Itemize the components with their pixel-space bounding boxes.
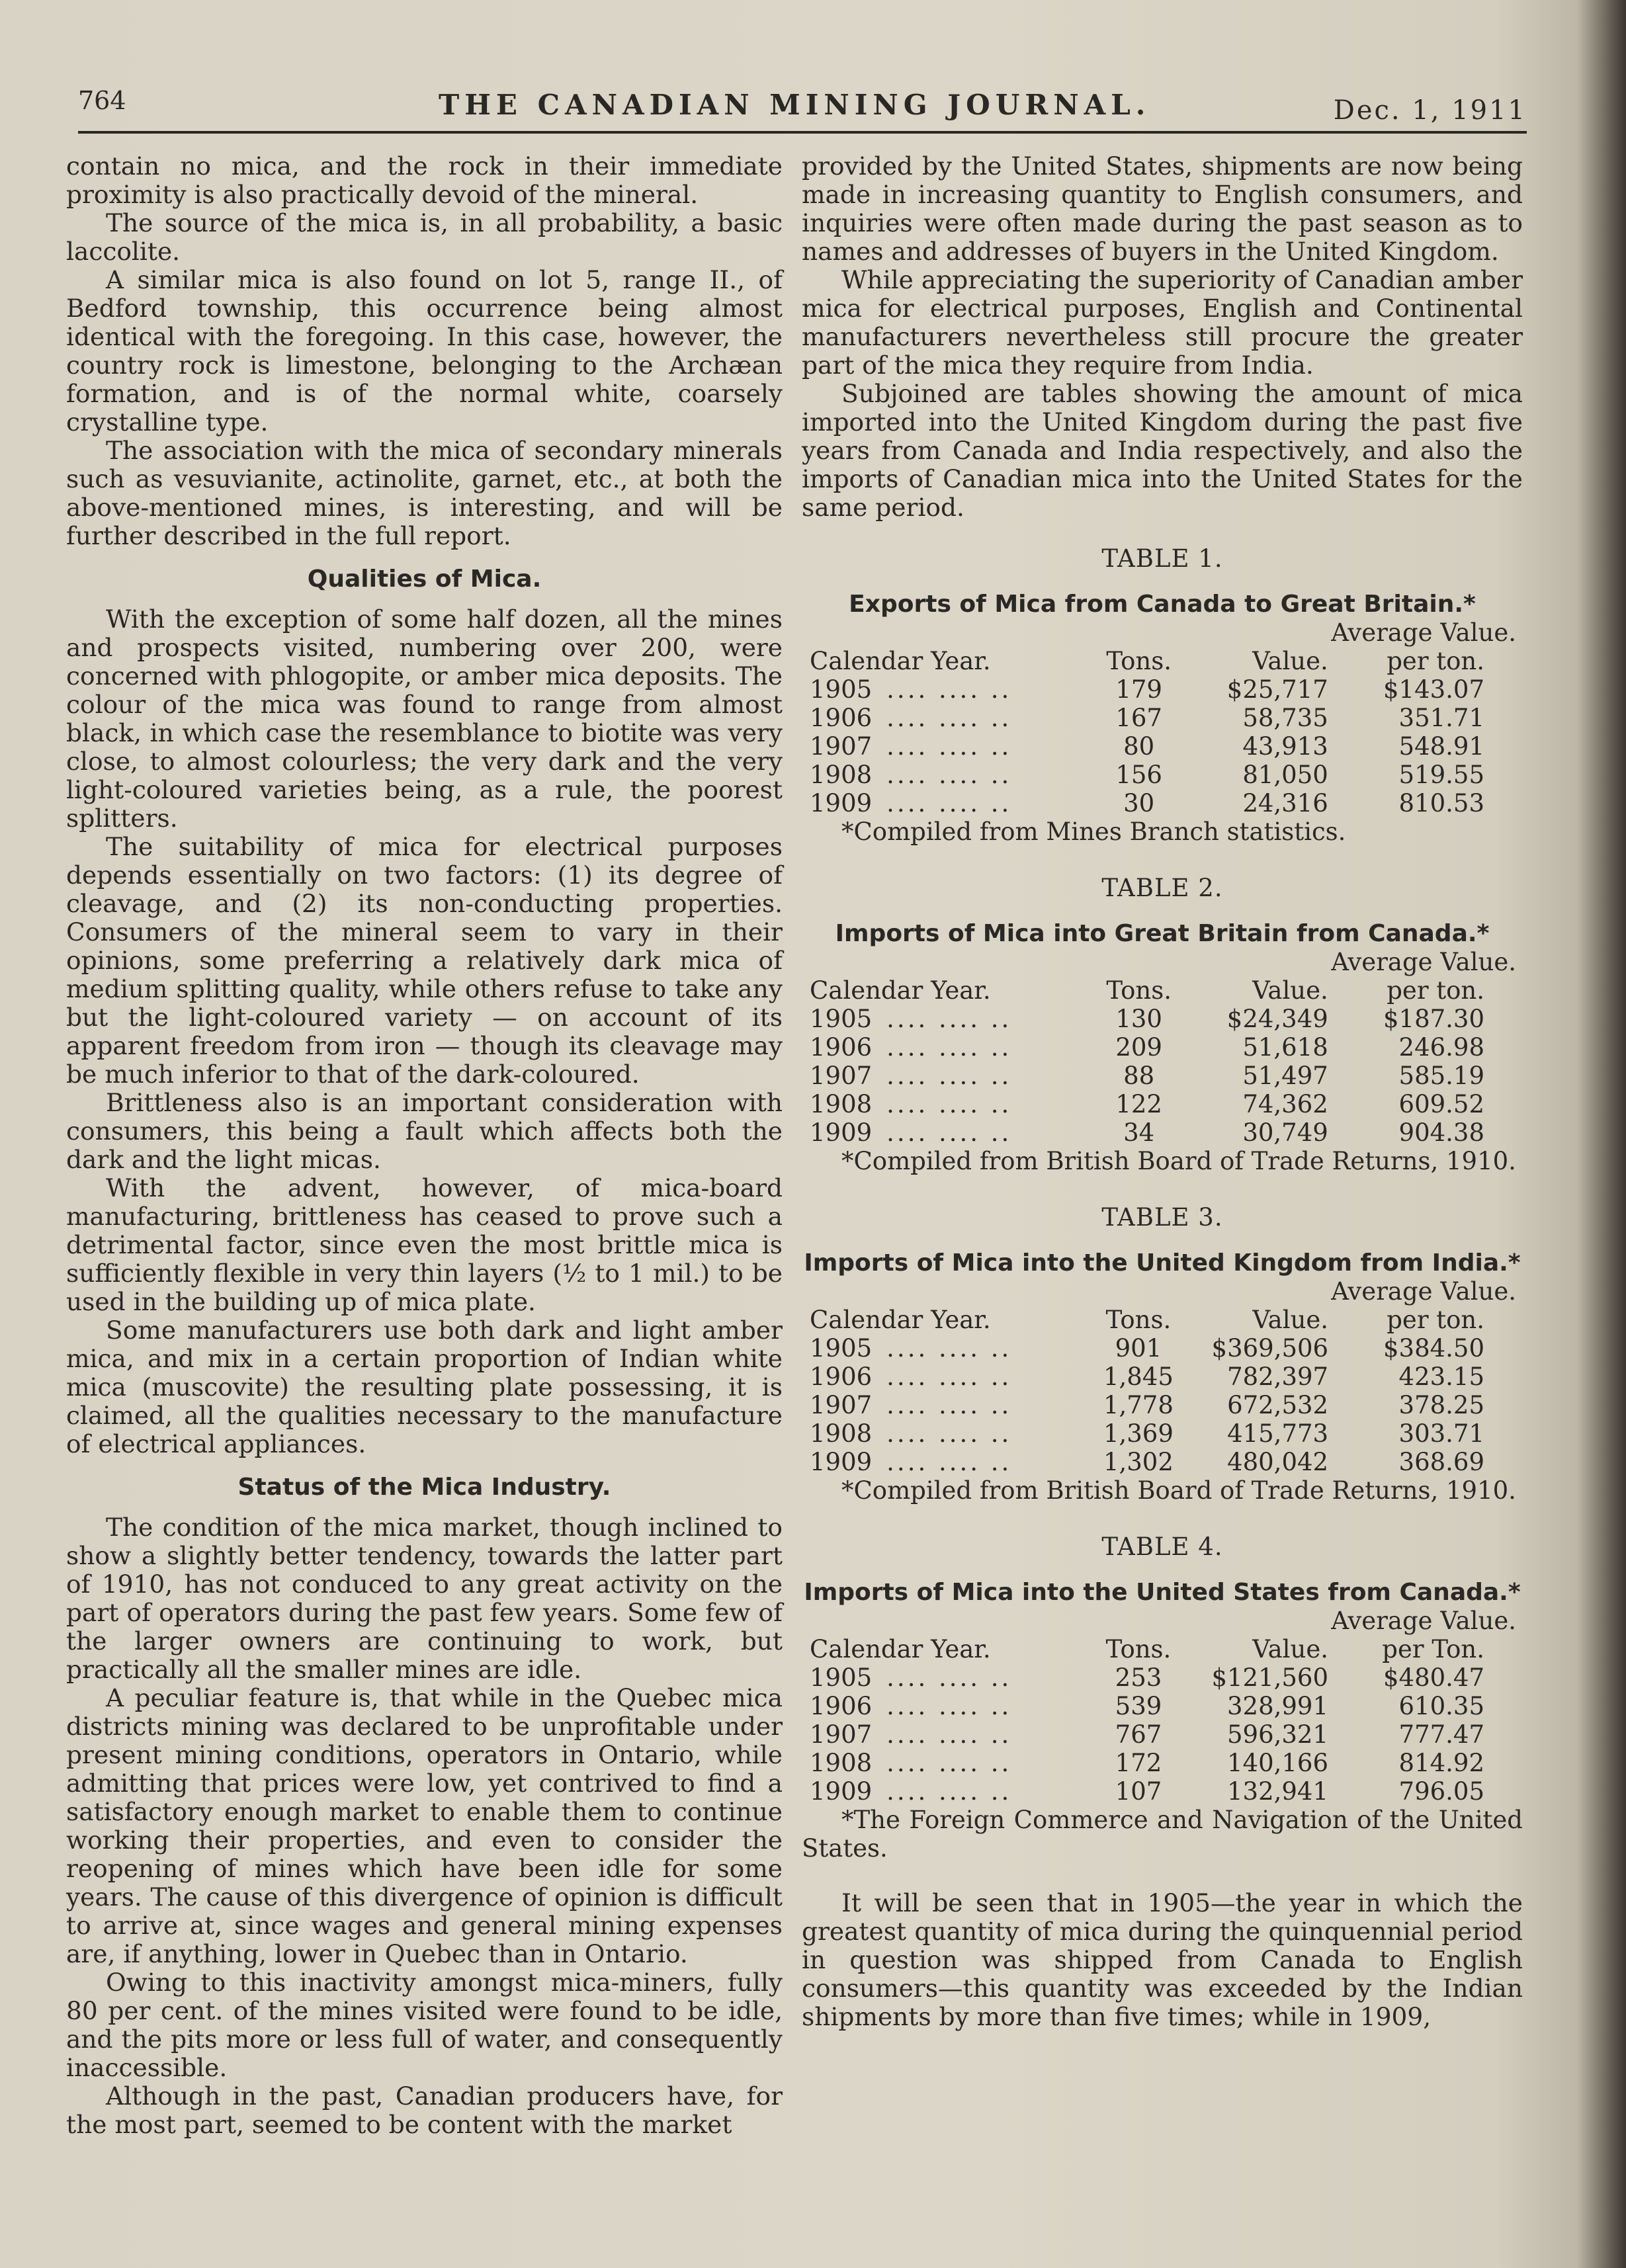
leader-dots: .... .... .. (886, 1334, 1012, 1363)
cell-per-ton: $143.07 (1383, 675, 1484, 704)
cell-tons: 767 (1115, 1720, 1162, 1749)
leader-dots: .... .... .. (886, 1062, 1012, 1090)
cell-year (810, 789, 1093, 818)
cell-per-ton: 303.71 (1398, 1419, 1484, 1448)
section-heading-qualities: Qualities of Mica. (307, 566, 542, 593)
paragraph: Some manufacturers use both dark and light amber mica, and mix in a certain proportion of Indian white mica (muscovite) the resulting plate possessing, it is claimed, all the qualities necessary to the manufacture of electrical appliances. (66, 1316, 783, 1458)
right-column (802, 152, 1523, 2031)
paragraph: While appreciating the superiority of Canadian amber mica for electrical purposes, English and Continental manufacturers nevertheless still procure the greater part of the mica they require from India. (802, 265, 1523, 380)
header-calendar-year: Calendar Year. (810, 647, 991, 675)
cell-year (810, 1720, 1093, 1749)
cell-tons: 1,845 (1103, 1363, 1174, 1391)
cell-value: 672,532 (1227, 1391, 1329, 1419)
cell-tons: 901 (1115, 1334, 1162, 1363)
cell-year (810, 1777, 1093, 1806)
table-row (810, 1692, 1498, 1720)
cell-value: 74,362 (1242, 1090, 1328, 1118)
cell-tons: 172 (1115, 1749, 1162, 1777)
year-value: 1909 (810, 1777, 873, 1806)
cell-year (810, 1448, 1093, 1476)
year-value: 1905 (810, 1663, 873, 1692)
year-value: 1908 (810, 1749, 873, 1777)
cell-year (810, 1334, 1093, 1363)
cell-tons: 34 (1123, 1118, 1155, 1147)
leader-dots: .... .... .. (886, 1692, 1012, 1720)
leader-dots: .... .... .. (886, 1448, 1012, 1476)
cell-tons: 1,778 (1103, 1391, 1174, 1419)
paragraph: Subjoined are tables showing the amount of mica imported into the United Kingdom during the past five years from Canada and India respectively, and also the imports of Canadian mica into the United States for the same period. (802, 379, 1523, 522)
header-calendar-year: Calendar Year. (810, 1635, 991, 1663)
paragraph: With the advent, however, of mica-board manufacturing, brittleness has ceased to prove such a detrimental factor, since even the most brittle mica is sufficiently flexible in very thin layers (½ to 1 mil.) to be used in the building up of mica plate. (66, 1173, 783, 1316)
cell-per-ton: 548.91 (1398, 732, 1484, 761)
header-calendar-year: Calendar Year. (810, 976, 991, 1005)
cell-tons: 107 (1115, 1777, 1162, 1806)
cell-per-ton: 368.69 (1398, 1448, 1484, 1476)
cell-per-ton: 246.98 (1398, 1033, 1484, 1062)
leader-dots: .... .... .. (886, 1005, 1012, 1033)
issue-date: Dec. 1, 1911 (1333, 95, 1527, 126)
header-per-ton: per ton. (1387, 647, 1484, 675)
table-row (810, 1720, 1498, 1749)
cell-value: 132,941 (1226, 1777, 1328, 1806)
cell-value: 30,749 (1242, 1118, 1328, 1147)
table-row (810, 1777, 1498, 1806)
left-column (66, 152, 783, 2139)
cell-year (810, 1363, 1093, 1391)
leader-dots: .... .... .. (886, 1419, 1012, 1448)
cell-per-ton: 585.19 (1398, 1062, 1484, 1090)
paragraph: The suitability of mica for electrical purposes depends essentially on two factors: (1) its degree of cleavage, and (2) its non-conducting properties. Consumers of the mineral seem to vary in their opinions, some preferring a relatively dark mica of medium splitting quality, while others refuse to take any but the light-coloured variety — on account of its apparent freedom from iron — though its cleavage may be much inferior to that of the dark-coloured. (66, 832, 783, 1089)
leader-dots: .... .... .. (886, 675, 1012, 704)
paragraph: The condition of the mica market, though inclined to show a slightly better tendency, towards the latter part of 1910, has not conduced to any great activity on the part of operators during the past few years. Some few of the larger owners are continuing to work, but practically all the smaller mines are idle. (66, 1513, 783, 1684)
cell-year (810, 1090, 1093, 1118)
table-header-row (810, 976, 1498, 1005)
table-row (810, 1005, 1498, 1033)
average-value-heading: Average Value. (1331, 618, 1516, 647)
statistics-table (810, 647, 1498, 818)
average-value-heading: Average Value. (1331, 948, 1516, 976)
table-row (810, 1749, 1498, 1777)
cell-year (810, 1005, 1093, 1033)
statistics-table (810, 1306, 1498, 1476)
table-row (810, 1419, 1498, 1448)
table-title: Imports of Mica into the United States from Canada.* (804, 1579, 1521, 1606)
page-number: 764 (78, 86, 126, 115)
table-title: Imports of Mica into Great Britain from Canada.* (835, 920, 1490, 947)
average-value-heading: Average Value. (1331, 1607, 1516, 1635)
leader-dots: .... .... .. (886, 1720, 1012, 1749)
cell-per-ton: 351.71 (1398, 704, 1484, 732)
table-label: TABLE 3. (1101, 1203, 1223, 1232)
cell-year (810, 1692, 1093, 1720)
cell-year (810, 675, 1093, 704)
cell-value: 415,773 (1227, 1419, 1329, 1448)
cell-value: $24,349 (1226, 1005, 1328, 1033)
leader-dots: .... .... .. (886, 704, 1012, 732)
cell-value: 328,991 (1226, 1692, 1328, 1720)
leader-dots: .... .... .. (886, 1749, 1012, 1777)
table-row (810, 675, 1498, 704)
cell-per-ton: 814.92 (1398, 1749, 1484, 1777)
table-row (810, 704, 1498, 732)
table-header-row (810, 1635, 1498, 1663)
header-rule (78, 131, 1527, 134)
leader-dots: .... .... .. (886, 1118, 1012, 1147)
cell-year (810, 1419, 1093, 1448)
cell-tons: 539 (1115, 1692, 1162, 1720)
year-value: 1909 (810, 1448, 873, 1476)
cell-per-ton: 378.25 (1398, 1391, 1484, 1419)
table-row (810, 1448, 1498, 1476)
paragraph: Although in the past, Canadian producers have, for the most part, seemed to be content with the market (66, 2081, 783, 2139)
cell-tons: 1,369 (1103, 1419, 1174, 1448)
year-value: 1908 (810, 1419, 873, 1448)
paragraph: The source of the mica is, in all probability, a basic laccolite. (66, 208, 783, 266)
year-value: 1908 (810, 1090, 873, 1118)
cell-per-ton: $187.30 (1383, 1005, 1484, 1033)
table-footnote: *Compiled from British Board of Trade Returns, 1910. (841, 1147, 1516, 1175)
cell-value: 43,913 (1242, 732, 1328, 761)
cell-tons: 156 (1115, 761, 1162, 789)
header-tons: Tons. (1106, 976, 1172, 1005)
leader-dots: .... .... .. (886, 1663, 1012, 1692)
year-value: 1906 (810, 1692, 873, 1720)
year-value: 1907 (810, 732, 873, 761)
cell-value: $121,560 (1211, 1663, 1328, 1692)
leader-dots: .... .... .. (886, 732, 1012, 761)
year-value: 1908 (810, 761, 873, 789)
cell-value: 596,321 (1226, 1720, 1328, 1749)
cell-tons: 209 (1115, 1033, 1162, 1062)
cell-tons: 1,302 (1103, 1448, 1174, 1476)
cell-value: 140,166 (1226, 1749, 1328, 1777)
leader-dots: .... .... .. (886, 761, 1012, 789)
header-value: Value. (1252, 1635, 1328, 1663)
table-footnote: *The Foreign Commerce and Navigation of the United States. (802, 1806, 1523, 1863)
cell-per-ton: 777.47 (1398, 1720, 1484, 1749)
statistics-table (810, 976, 1498, 1147)
leader-dots: .... .... .. (886, 1777, 1012, 1806)
cell-value: $369,506 (1211, 1334, 1329, 1363)
header-calendar-year: Calendar Year. (810, 1306, 991, 1334)
leader-dots: .... .... .. (886, 1033, 1012, 1062)
table-header-row (810, 647, 1498, 675)
cell-value: $25,717 (1226, 675, 1328, 704)
cell-tons: 167 (1115, 704, 1162, 732)
cell-tons: 122 (1115, 1090, 1162, 1118)
cell-year (810, 1118, 1093, 1147)
cell-year (810, 1749, 1093, 1777)
cell-tons: 88 (1123, 1062, 1155, 1090)
paragraph: It will be seen that in 1905—the year in which the greatest quantity of mica during the quinquennial period in question was shipped from Canada to English consumers—this quantity was exceeded by the Indian shipments by more than five times; while in 1909, (802, 1888, 1523, 2031)
header-per-ton: per ton. (1387, 976, 1484, 1005)
year-value: 1907 (810, 1062, 873, 1090)
cell-value: 51,497 (1242, 1062, 1328, 1090)
cell-per-ton: 904.38 (1398, 1118, 1484, 1147)
header-tons: Tons. (1106, 647, 1172, 675)
table-row (810, 1090, 1498, 1118)
header-value: Value. (1252, 647, 1328, 675)
year-value: 1906 (810, 704, 873, 732)
table-header-row (810, 1306, 1498, 1334)
table-row (810, 761, 1498, 789)
table-row (810, 1363, 1498, 1391)
cell-year (810, 704, 1093, 732)
tables-container (802, 544, 1523, 1863)
cell-year (810, 1663, 1093, 1692)
statistics-table (810, 1635, 1498, 1806)
cell-value: 58,735 (1242, 704, 1328, 732)
header-value: Value. (1252, 1306, 1329, 1334)
cell-value: 24,316 (1242, 789, 1328, 818)
paragraph: The association with the mica of secondary minerals such as vesuvianite, actinolite, garnet, etc., at both the above-mentioned mines, is interesting, and will be further described in the full report. (66, 436, 783, 550)
cell-year (810, 1033, 1093, 1062)
table-row (810, 1118, 1498, 1147)
cell-value: 480,042 (1227, 1448, 1329, 1476)
average-value-heading: Average Value. (1331, 1277, 1516, 1306)
cell-tons: 253 (1115, 1663, 1162, 1692)
table-footnote: *Compiled from British Board of Trade Returns, 1910. (841, 1476, 1516, 1505)
cell-per-ton: 519.55 (1398, 761, 1484, 789)
table-row (810, 1062, 1498, 1090)
leader-dots: .... .... .. (886, 1363, 1012, 1391)
leader-dots: .... .... .. (886, 1090, 1012, 1118)
paragraph: A peculiar feature is, that while in the Quebec mica districts mining was declared to be unprofitable under present mining conditions, operators in Ontario, while admitting that prices were low, yet contrived to find a satisfactory enough market to enable them to continue working their properties, and even to consider the reopening of mines which have been idle for some years. The cause of this divergence of opinion is difficult to arrive at, since wages and general mining expenses are, if anything, lower in Quebec than in Ontario. (66, 1683, 783, 1968)
year-value: 1907 (810, 1391, 873, 1419)
table-row (810, 1334, 1498, 1363)
cell-per-ton: $384.50 (1383, 1334, 1484, 1363)
table-row (810, 732, 1498, 761)
paragraph: provided by the United States, shipments are now being made in increasing quantity to English consumers, and inquiries were often made during the past season as to names and addresses of buyers in the United Kingdom. (802, 151, 1523, 266)
cell-tons: 179 (1115, 675, 1162, 704)
paragraph: With the exception of some half dozen, all the mines and prospects visited, numbering over 200, were concerned with phlogopite, or amber mica deposits. The colour of the mica was found to range from almost black, in which case the resemblance to biotite was very close, to almost colourless; the very dark and the very light-coloured varieties being, as a rule, the poorest splitters. (66, 605, 783, 833)
table-label: TABLE 1. (1101, 544, 1223, 573)
paragraph: A similar mica is also found on lot 5, range II., of Bedford township, this occurrence being almost identical with the foregoing. In this case, however, the country rock is limestone, belonging to the Archæan formation, and is of the normal white, coarsely crystalline type. (66, 265, 783, 437)
cell-per-ton: 810.53 (1398, 789, 1484, 818)
cell-year (810, 1391, 1093, 1419)
table-row (810, 1391, 1498, 1419)
cell-per-ton: 423.15 (1398, 1363, 1484, 1391)
table-footnote: *Compiled from Mines Branch statistics. (841, 818, 1346, 846)
leader-dots: .... .... .. (886, 1391, 1012, 1419)
cell-per-ton: $480.47 (1383, 1663, 1484, 1692)
table-row (810, 1033, 1498, 1062)
year-value: 1906 (810, 1033, 873, 1062)
header-tons: Tons. (1105, 1635, 1172, 1663)
year-value: 1905 (810, 675, 873, 704)
paragraph: Brittleness also is an important consideration with consumers, this being a fault which affects both the dark and the light micas. (66, 1088, 783, 1174)
cell-value: 51,618 (1242, 1033, 1328, 1062)
year-value: 1907 (810, 1720, 873, 1749)
header-per-ton: per ton. (1387, 1306, 1484, 1334)
table-title: Exports of Mica from Canada to Great Britain.* (849, 591, 1476, 618)
cell-tons: 130 (1115, 1005, 1162, 1033)
header-per-ton: per Ton. (1382, 1635, 1484, 1663)
table-title: Imports of Mica into the United Kingdom from India.* (804, 1249, 1521, 1277)
cell-per-ton: 796.05 (1398, 1777, 1484, 1806)
table-label: TABLE 4. (1101, 1533, 1223, 1561)
cell-tons: 30 (1123, 789, 1155, 818)
cell-per-ton: 610.35 (1398, 1692, 1484, 1720)
paragraph: contain no mica, and the rock in their immediate proximity is also practically devoid of the mineral. (66, 151, 783, 209)
cell-tons: 80 (1123, 732, 1155, 761)
leader-dots: .... .... .. (886, 789, 1012, 818)
table-row (810, 789, 1498, 818)
year-value: 1909 (810, 1118, 873, 1147)
cell-value: 81,050 (1242, 761, 1328, 789)
header-value: Value. (1252, 976, 1328, 1005)
year-value: 1909 (810, 789, 873, 818)
year-value: 1906 (810, 1363, 873, 1391)
header-tons: Tons. (1105, 1306, 1172, 1334)
paragraph: Owing to this inactivity amongst mica-miners, fully 80 per cent. of the mines visited were found to be idle, and the pits more or less full of water, and consequently inaccessible. (66, 1968, 783, 2082)
cell-year (810, 1062, 1093, 1090)
year-value: 1905 (810, 1334, 873, 1363)
cell-per-ton: 609.52 (1398, 1090, 1484, 1118)
page-header (78, 78, 1527, 131)
cell-year (810, 761, 1093, 789)
year-value: 1905 (810, 1005, 873, 1033)
section-heading-status: Status of the Mica Industry. (237, 1474, 611, 1501)
cell-value: 782,397 (1227, 1363, 1329, 1391)
table-label: TABLE 2. (1101, 874, 1223, 902)
table-row (810, 1663, 1498, 1692)
cell-year (810, 732, 1093, 761)
journal-title: THE CANADIAN MINING JOURNAL. (439, 89, 1151, 121)
